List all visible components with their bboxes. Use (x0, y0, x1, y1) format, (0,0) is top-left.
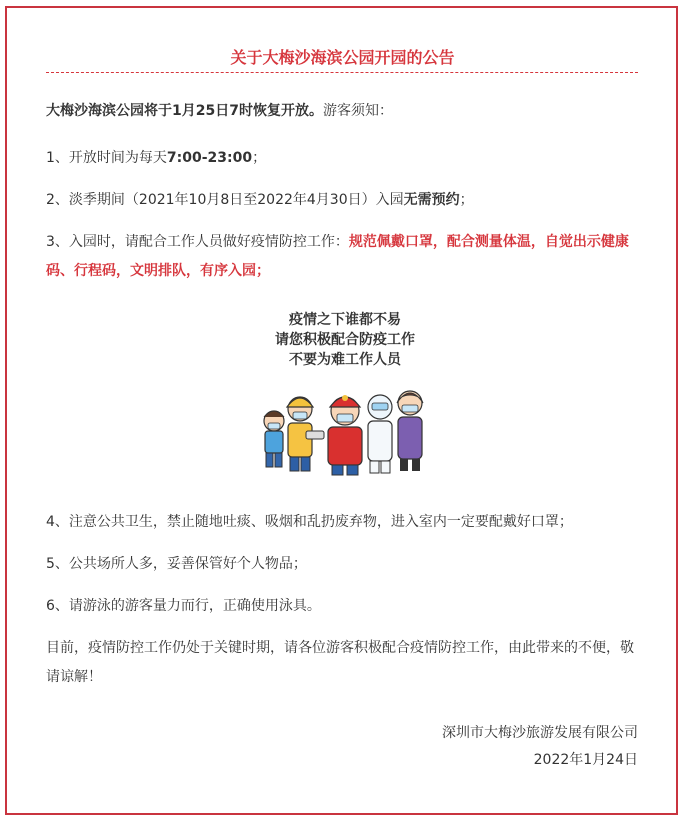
item-2-text: 2、淡季期间（2021年10月8日至2022年4月30日）入园 (46, 192, 404, 208)
item-3-text: 3、入园时，请配合工作人员做好疫情防控工作： (46, 234, 349, 250)
item-6: 6、请游泳的游客量力而行，正确使用泳具。 (46, 598, 321, 614)
medic-suit-icon (368, 395, 392, 473)
signature-date: 2022年1月24日 (533, 752, 638, 768)
item-2 (46, 186, 638, 215)
title-divider (46, 72, 638, 73)
workers-group-icon (250, 373, 440, 485)
nurse-purple-icon (397, 391, 423, 471)
item-1-suffix: ； (252, 150, 267, 166)
illustration-line-1: 疫情之下谁都不易 (289, 312, 401, 328)
volunteer-red-icon (328, 395, 362, 475)
item-3-requirements: 规范佩戴口罩，配合测量体温，自觉出示健康码、行程码，文明排队，有序入园； (46, 234, 629, 279)
item-5: 5、公共场所人多，妥善保管好个人物品； (46, 556, 307, 572)
illustration-line-3: 不要为难工作人员 (289, 352, 401, 368)
notice-title: 关于大梅沙海滨公园开园的公告 (230, 48, 455, 67)
item-3 (46, 228, 638, 286)
item-2-suffix: ； (459, 192, 474, 208)
epidemic-illustration (250, 305, 440, 485)
intro-rest: 游客须知： (322, 103, 393, 119)
item-1-text: 1、开放时间为每天 (46, 150, 167, 166)
illustration-line-2: 请您积极配合防疫工作 (275, 332, 415, 348)
closing-paragraph: 目前，疫情防控工作仍处于关键时期，请各位游客积极配合疫情防控工作，由此带来的不便，敬请谅解！ (46, 640, 634, 685)
child-figure-icon (264, 411, 284, 467)
item-2-bold: 无需预约 (403, 192, 460, 208)
intro-bold: 大梅沙海滨公园将于1月25日7时恢复开放。 (46, 103, 323, 119)
item-1 (46, 144, 638, 173)
worker-yellow-icon (287, 397, 324, 471)
item-4: 4、注意公共卫生，禁止随地吐痰、吸烟和乱扔废弃物，进入室内一定要配戴好口罩； (46, 514, 573, 530)
signature-org: 深圳市大梅沙旅游发展有限公司 (442, 725, 638, 741)
intro-paragraph (46, 97, 638, 126)
item-1-hours: 7:00-23:00 (166, 150, 253, 166)
